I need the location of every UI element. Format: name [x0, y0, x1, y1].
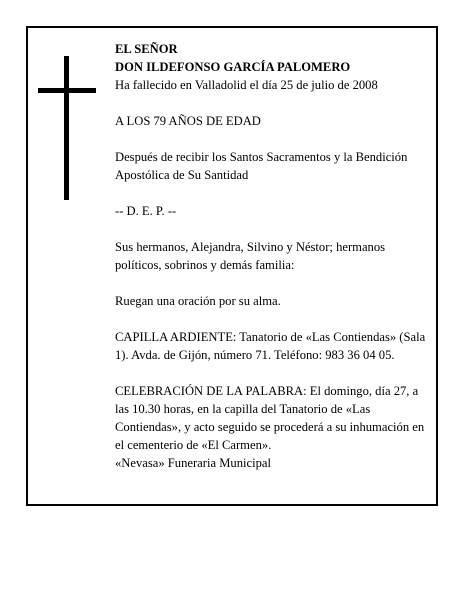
- notice-text: [115, 40, 433, 472]
- dep-line: -- D. E. P. --: [115, 204, 177, 218]
- obituary-notice: [26, 26, 438, 506]
- sacraments-line: Después de recibir los Santos Sacramentos y la Bendición Apostólica de Su Santidad: [115, 150, 408, 182]
- title-line-2: DON ILDEFONSO GARCÍA PALOMERO: [115, 60, 351, 74]
- celebration-line: CELEBRACIÓN DE LA PALABRA: El domingo, día 27, a las 10.30 horas, en la capilla del Tanatorio de «Las Contiendas», y acto seguido se procederá a su inhumación en el cementerio de «El Carmen».: [115, 384, 425, 452]
- cross-horizontal-bar: [38, 88, 96, 93]
- title-line-1: EL SEÑOR: [115, 42, 178, 56]
- chapel-line: CAPILLA ARDIENTE: Tanatorio de «Las Contiendas» (Sala 1). Avda. de Gijón, número 71. Teléfono: 983 36 04 05.: [115, 330, 426, 362]
- funeral-home-line: «Nevasa» Funeraria Municipal: [115, 456, 271, 470]
- cross-icon: [38, 56, 98, 200]
- prayer-line: Ruegan una oración por su alma.: [115, 294, 281, 308]
- family-line: Sus hermanos, Alejandra, Silvino y Néstor; hermanos políticos, sobrinos y demás familia:: [115, 240, 386, 272]
- age-line: A LOS 79 AÑOS DE EDAD: [115, 114, 261, 128]
- cross-vertical-bar: [64, 56, 69, 200]
- death-line: Ha fallecido en Valladolid el día 25 de julio de 2008: [115, 78, 378, 92]
